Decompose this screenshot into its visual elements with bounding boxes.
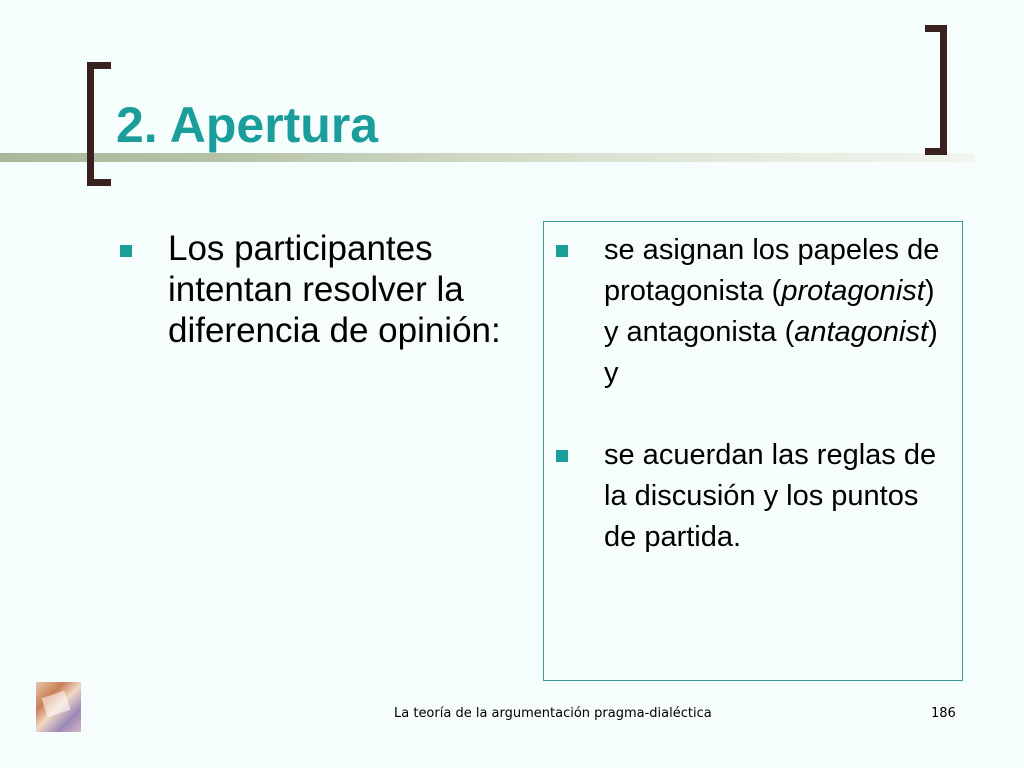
square-bullet-icon xyxy=(556,450,568,462)
left-bullet-item xyxy=(118,228,518,351)
decorative-thumbnail-image xyxy=(36,682,81,732)
left-bullet-text: Los participantes intentan resolver la diferencia de opinión: xyxy=(168,229,501,350)
right-bullet-list xyxy=(556,230,956,558)
right-bullet-item xyxy=(556,230,956,394)
text-run: ) y xyxy=(604,316,938,389)
left-bracket-decoration xyxy=(87,62,111,186)
title-underline-bar xyxy=(0,153,975,162)
right-bullet-item xyxy=(556,435,956,558)
square-bullet-icon xyxy=(120,245,132,257)
italic-term: antagonist xyxy=(794,316,929,348)
text-run: se asignan los papeles de protagonista ( xyxy=(604,234,940,307)
left-bullet-list xyxy=(118,228,518,351)
square-bullet-icon xyxy=(556,245,568,257)
italic-term: protagonist xyxy=(781,275,925,307)
right-bracket-decoration xyxy=(925,25,947,155)
right-bullet-text xyxy=(604,234,939,389)
right-bullet-text: se acuerdan las reglas de la discusión y los puntos de partida. xyxy=(604,439,937,553)
text-run: ) y antagonista ( xyxy=(604,275,935,348)
page-number: 186 xyxy=(931,706,956,721)
footer-text: La teoría de la argumentación pragma-dialéctica xyxy=(394,706,712,721)
slide-title: 2. Apertura xyxy=(116,97,379,153)
